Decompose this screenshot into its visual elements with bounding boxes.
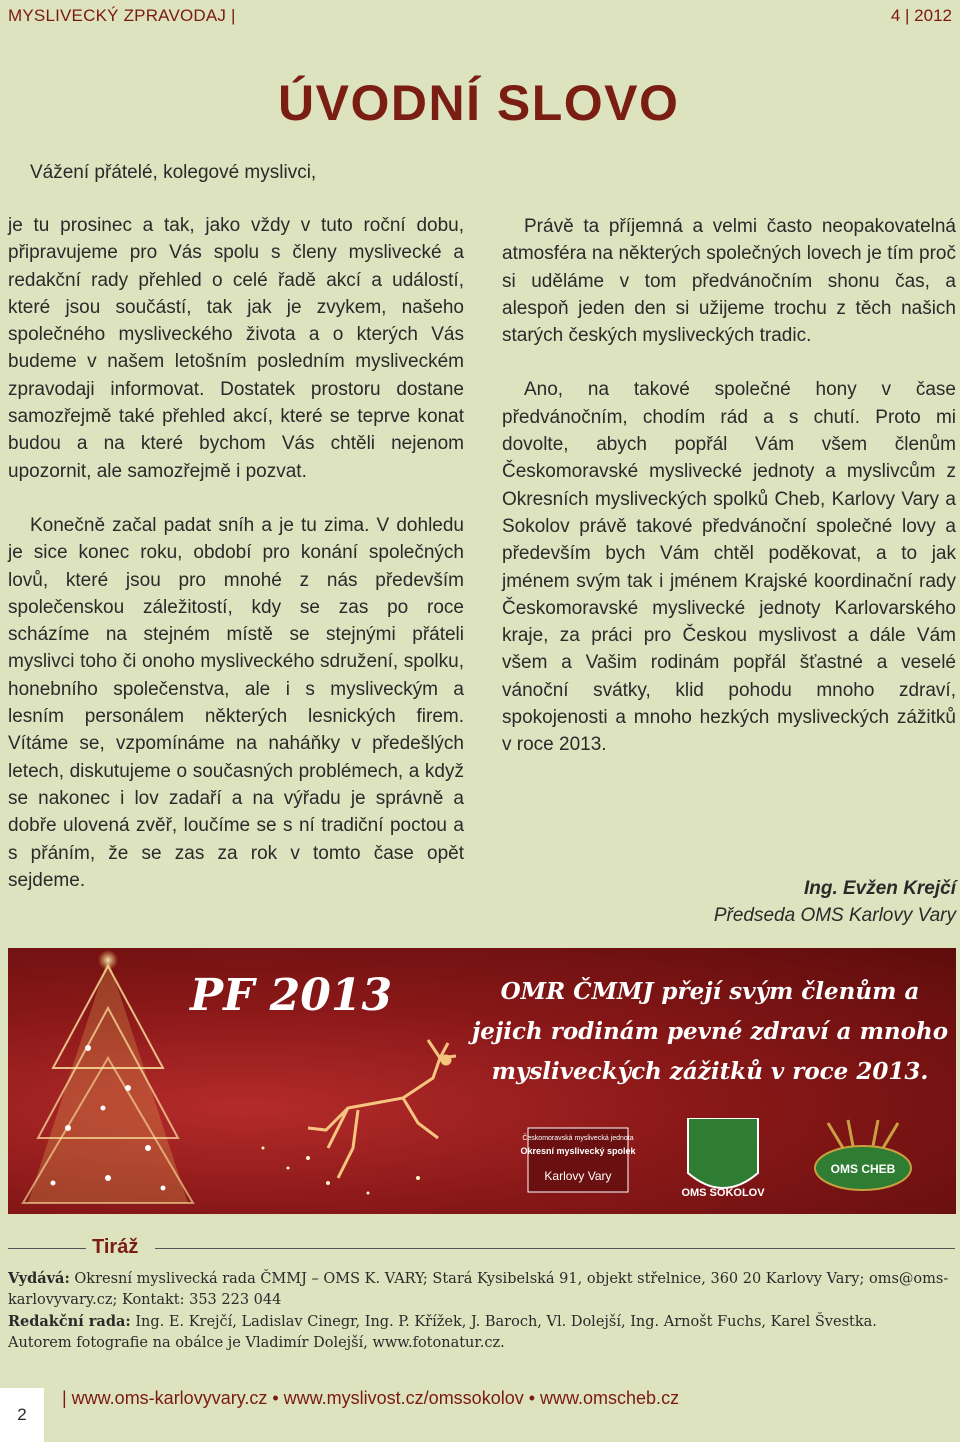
imprint-rada-label: Redakční rada: <box>8 1313 131 1330</box>
oms-sokolov-logo-icon <box>681 1118 765 1199</box>
svg-text:OMS SOKOLOV: OMS SOKOLOV <box>681 1187 765 1199</box>
left-column <box>8 212 464 921</box>
signature <box>714 875 956 929</box>
footer-links: | www.oms-karlovyvary.cz • www.myslivost.cz/omssokolov • www.omscheb.cz <box>62 1388 680 1408</box>
imprint-heading: Tiráž <box>92 1236 139 1258</box>
signature-name: Ing. Evžen Krejčí <box>803 878 956 899</box>
page-title: ÚVODNÍ SLOVO <box>278 75 680 131</box>
right-paragraph-1: Právě ta příjemná a velmi často neopakovatelná atmosféra na některých společných lovech je tím proč si uděláme v tom předvánočním shonu čas, a alespoň jeden den si užijeme trochu z těch našich starých českých mysliveckých tradic. <box>502 216 956 347</box>
imprint-rada: Ing. E. Krejčí, Ladislav Cinegr, Ing. P. Křížek, J. Baroch, Vl. Dolejší, Ing. Arnošt Fuchs, Karel Švestka. <box>135 1314 877 1330</box>
running-header-issue: 4 | 2012 <box>890 6 952 25</box>
christmas-tree-icon <box>23 950 193 1203</box>
page-number: 2 <box>0 1388 44 1442</box>
oms-karlovy-vary-logo-icon <box>520 1128 636 1192</box>
logos-row <box>508 1118 938 1208</box>
oms-cheb-logo-icon <box>815 1120 911 1190</box>
imprint-photo: Autorem fotografie na obálce je Vladimír Dolejší, www.fotonatur.cz. <box>8 1335 505 1351</box>
reindeer-icon <box>308 1040 456 1178</box>
left-paragraph-1: je tu prosinec a tak, jako vždy v tuto roční dobu, připravujeme pro Vás spolu s členy myslivecké a redakční rady přehled o celé řadě akcí a událostí, které jsou součástí, tak jak je zvykem, našeho společného mysliveckého života a o kterých Vás budeme v našem letošním posledním mysliveckém zpravodaji informovat. Dostatek prostoru dostane samozřejmě také přehled akcí, které se teprve konat budou a na které bychom Vás chtěli nejenom upozornit, ale samozřejmě i pozvat. <box>8 215 464 482</box>
banner-greeting-text: OMR ČMMJ přejí svým členům a jejich rodinám pevné zdraví a mnoho mysliveckých zážitků v roce 2013. <box>471 978 949 1085</box>
right-column <box>502 213 956 786</box>
right-paragraph-2: Ano, na takové společné hony v čase předvánočním, chodím rád a s chutí. Proto mi dovolte, abych popřál Vám všem členům Českomoravské myslivecké jednoty a myslivcům z Okresních mysliveckých spolků Cheb, Karlovy Vary a Sokolov právě takové předvánoční společné lovy a především bych Vám chtěl poděkovat, a to jak jménem svým tak i jménem Krajské koordinační rady Českomoravské myslivecké jednoty Karlovarského kraje, za práci pro Českou myslivost a dále Vám všem a Vašim rodinám popřál šťastné a veselé vánoční svátky, klid pohodu mnoho zdraví, spokojenosti a mnoho hezkých mysliveckých zážitků v roce 2013. <box>502 379 956 756</box>
signature-role: Předseda OMS Karlovy Vary <box>713 905 956 926</box>
imprint <box>8 1268 953 1354</box>
divider <box>8 1248 86 1249</box>
svg-text:Okresní myslivecký spolek: Okresní myslivecký spolek <box>520 1146 636 1156</box>
svg-text:Českomoravská myslivecká jedno: Českomoravská myslivecká jednota <box>522 1135 634 1142</box>
left-paragraph-2: Konečně začal padat sníh a je tu zima. V dohledu je sice konec roku, období pro konání společných lovů, které jsou pro mnohé z nás především společenskou záležitostí, kdy se zas po roce scházíme na stejném místě se stejnými přáteli myslivci toho či onoho mysliveckého sdružení, spolku, honebního společenstva, ale i s mysliveckým a lesním personálem některých lesnických firem. Vítáme se, vzpomínáme na naháňky v předešlých letech, diskutujeme o současných problémech, a když se nakonec i lov zadaří a na výřadu je správně a dobře ulovená zvěř, loučíme se s ní tradiční poctou a s přáním, že se zas za rok v tomto čase opět sejdeme. <box>8 514 464 891</box>
running-header-title: MYSLIVECKÝ ZPRAVODAJ | <box>8 6 236 25</box>
christmas-banner <box>8 948 956 1214</box>
greeting: Vážení přátelé, kolegové myslivci, <box>30 162 317 183</box>
imprint-vydava-label: Vydává: <box>8 1270 70 1287</box>
divider <box>155 1248 955 1249</box>
svg-text:OMS CHEB: OMS CHEB <box>830 1162 896 1176</box>
pf-greeting: PF 2013 <box>190 970 393 1021</box>
svg-text:Karlovy Vary: Karlovy Vary <box>544 1169 612 1183</box>
imprint-vydava: Okresní myslivecká rada ČMMJ – OMS K. VARY; Stará Kysibelská 91, objekt střelnice, 360 20 Karlovy Vary; oms@oms-karlovyvary.cz; Kontakt: 353 223 044 <box>8 1271 949 1308</box>
